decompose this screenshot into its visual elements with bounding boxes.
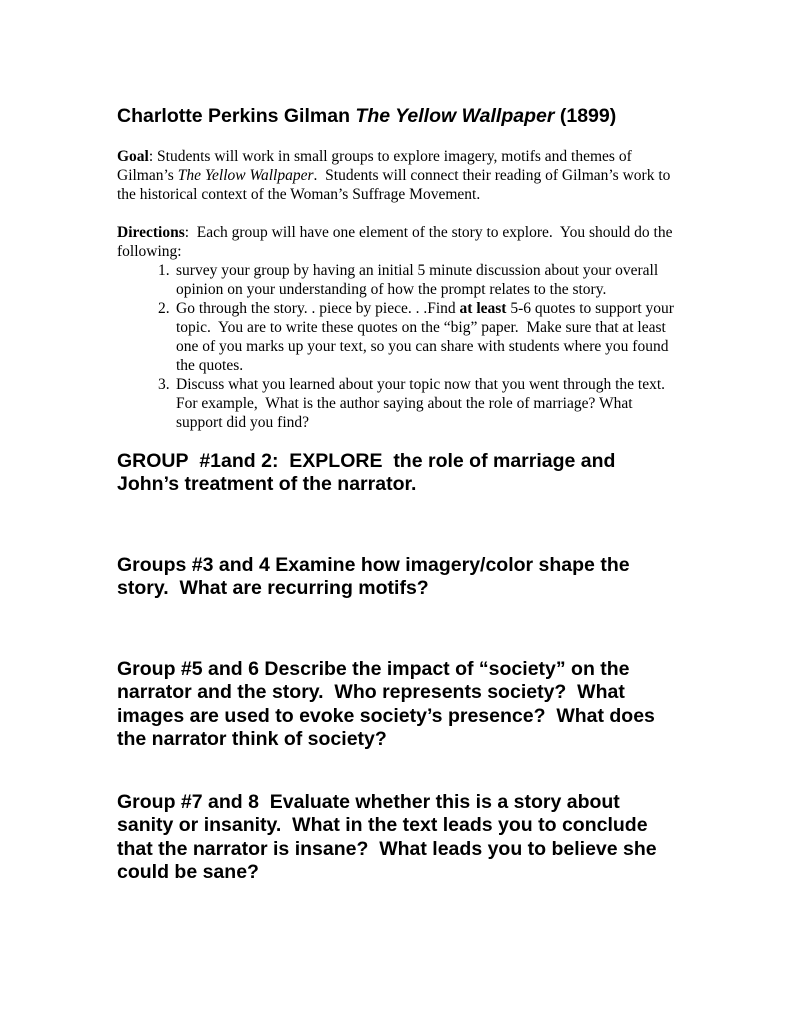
list-item-3 — [117, 375, 679, 432]
document-content — [117, 0, 679, 885]
goal-text-after: . Students will connect their reading of Gilman’s work to the historical context of the Woman’s Suffrage Movement. — [117, 166, 675, 203]
document-title — [117, 105, 679, 129]
list-item-2-text-before: Go through the story. . piece by piece. . .Find — [176, 299, 460, 317]
list-item-2-text — [176, 299, 679, 375]
group-prompt-1-and-2: GROUP #1and 2: EXPLORE the role of marriage and John’s treatment of the narrator. — [117, 449, 621, 495]
group-prompt-5-and-6: Group #5 and 6 Describe the impact of “society” on the narrator and the story. Who represents society? What images are used to evoke society’s presence? What does the narrator think of society? — [117, 657, 661, 750]
directions-intro: : Each group will have one element of the story to explore. You should do the following: — [117, 223, 677, 260]
directions-list — [117, 261, 679, 432]
title-year: (1899) — [554, 105, 617, 127]
list-item-1-number: 1. — [158, 261, 170, 279]
list-item-2-text-after: 5-6 quotes to support your topic. You are to write these quotes on the “big” paper. Make sure that at least one of you marks up your text, so you can share with students where you found the quotes. — [176, 299, 678, 374]
group-prompt-7-and-8: Group #7 and 8 Evaluate whether this is a story about sanity or insanity. What in the text leads you to conclude that the narrator is insane? What leads you to believe she could be sane? — [117, 790, 663, 883]
list-item-3-number: 3. — [158, 375, 170, 393]
list-item-2 — [117, 299, 679, 375]
goal-paragraph — [117, 147, 679, 204]
title-author: Charlotte Perkins Gilman — [117, 105, 356, 127]
list-item-2-bold: at least — [459, 299, 507, 317]
list-item-1-text: survey your group by having an initial 5 minute discussion about your overall opinion on your understanding of how the prompt relates to the story. — [176, 261, 663, 298]
group-prompt-3-and-4: Groups #3 and 4 Examine how imagery/color shape the story. What are recurring motifs? — [117, 553, 635, 599]
list-item-1 — [117, 261, 679, 299]
directions-paragraph — [117, 223, 679, 261]
directions-label: Directions — [117, 223, 185, 241]
goal-label: Goal — [117, 147, 149, 165]
goal-work-italic: The Yellow Wallpaper — [177, 166, 314, 184]
list-item-3-text: Discuss what you learned about your topic now that you went through the text. For example, What is the author saying about the role of marriage? What support did you find? — [176, 375, 673, 431]
goal-text-before: : Students will work in small groups to explore imagery, motifs and themes of Gilman’s — [117, 147, 636, 184]
title-work-italic: The Yellow Wallpaper — [355, 105, 555, 127]
list-item-2-number: 2. — [158, 299, 170, 317]
